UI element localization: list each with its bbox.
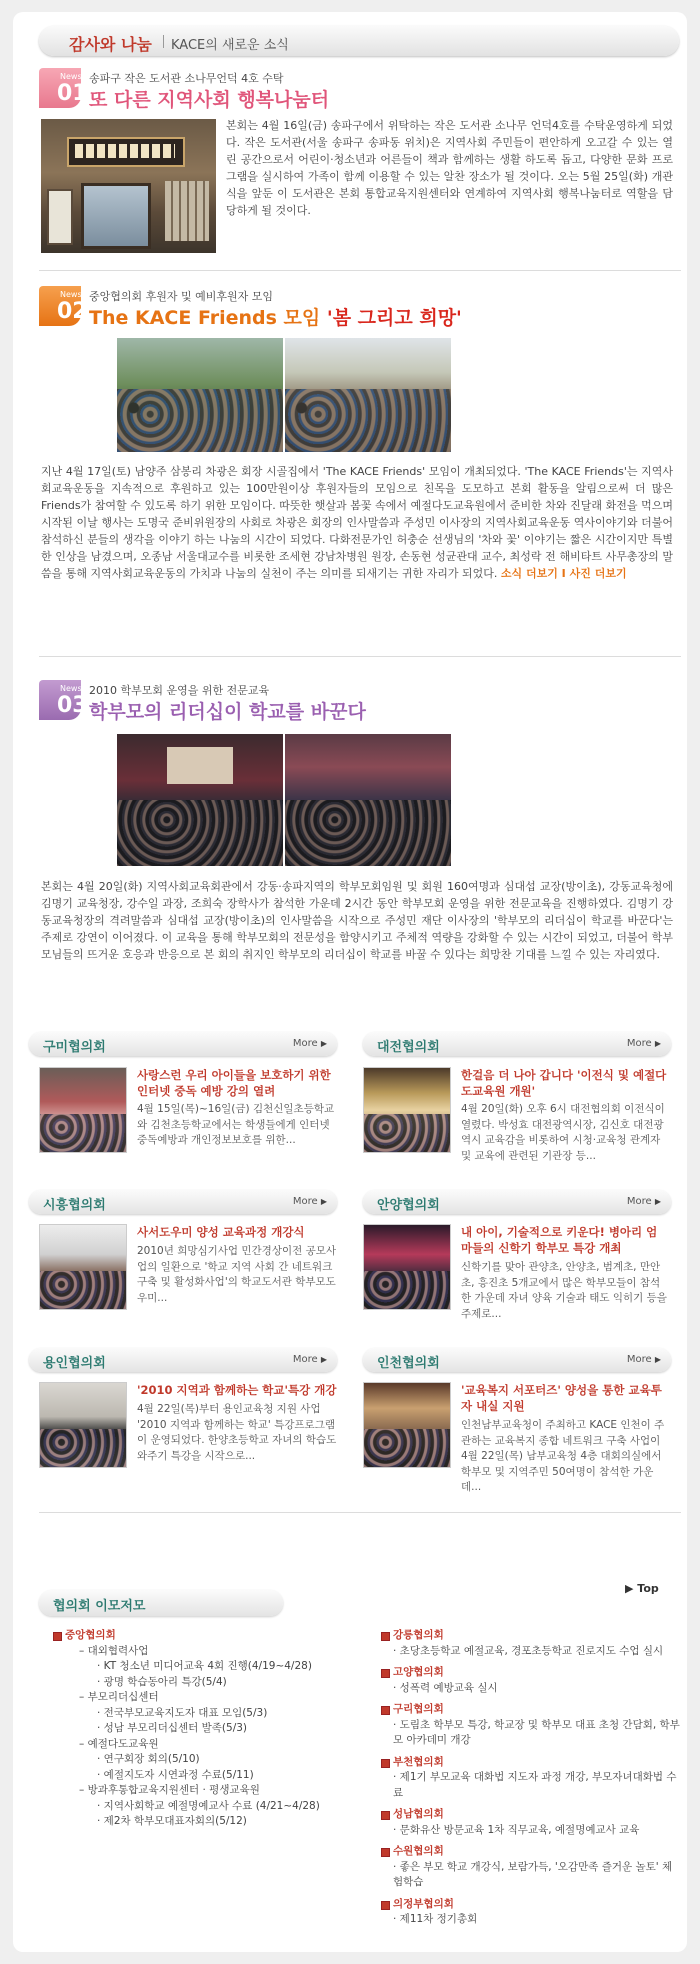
- council-headline[interactable]: 사서도우미 양성 교육과정 개강식: [137, 1225, 305, 1239]
- news-kicker: 2010 학부모회 운영을 위한 전문교육: [89, 684, 270, 697]
- people: [40, 1114, 126, 1152]
- more-link[interactable]: [293, 1038, 327, 1049]
- library-door: [81, 183, 151, 249]
- council-headline[interactable]: '교육복지 서포터즈' 양성을 통한 교육투자 내실 지원: [461, 1383, 662, 1413]
- news-badge-01: [39, 68, 88, 108]
- council-summary: 신학기를 맞아 관양초, 안양초, 범계초, 만안초, 흥진초 5개교에서 많은 학부모들이 참석한 가운데 자녀 양육 기술과 태도 익히기 등을 주제로...: [461, 1261, 667, 1320]
- council-title: 시흥협의회: [43, 1198, 106, 1213]
- memo-council-name[interactable]: 중앙협의회: [53, 1628, 353, 1644]
- council-summary: 4월 22일(목)부터 용인교육청 지원 사업 '2010 지역과 함께하는 학교' 특강프로그램이 운영되었다. 한양초등학교 자녀의 학습도와주기 특강을 시작으로...: [137, 1403, 337, 1462]
- top-link[interactable]: ▶ Top: [625, 1582, 659, 1595]
- memo-item: – 대외협력사업: [79, 1644, 149, 1657]
- memo-item: · 예절지도자 시연과정 수료(5/11): [97, 1768, 254, 1781]
- people: [364, 1114, 450, 1152]
- triangle-right-icon: ▶: [320, 1355, 327, 1364]
- memo-item: · 광명 학습동아리 특강(5/4): [97, 1675, 227, 1688]
- memo-council-name[interactable]: 수원협의회: [381, 1844, 681, 1860]
- people: [364, 1271, 450, 1309]
- council-thumbnail[interactable]: [39, 1224, 127, 1310]
- memo-item: · 문화유산 방문교육 1차 직무교육, 예절명예교사 교육: [393, 1823, 640, 1836]
- council-header-siheung: [29, 1190, 337, 1214]
- people: [40, 1271, 126, 1309]
- memo-item: – 예절다도교육원: [79, 1737, 159, 1750]
- section-header: [39, 26, 679, 56]
- council-thumbnail[interactable]: [363, 1067, 451, 1153]
- story-more-link[interactable]: 소식 더보기: [500, 567, 558, 580]
- memo-item: – 방과후통합교육지원센터 · 평생교육원: [79, 1784, 260, 1796]
- council-title: 구미협의회: [43, 1040, 106, 1055]
- memo-council-name[interactable]: 고양협의회: [381, 1665, 681, 1681]
- more-link[interactable]: [293, 1196, 327, 1207]
- memo-council-name[interactable]: 성남협의회: [381, 1807, 681, 1823]
- council-header-incheon: [363, 1348, 671, 1372]
- memo-item: · 제2차 학부모대표자회의(5/12): [97, 1815, 247, 1827]
- section-divider: [39, 656, 681, 657]
- more-label: More: [626, 1038, 652, 1049]
- news-body-text: 지난 4월 17일(토) 남양주 삼봉리 차광은 회장 시골집에서 'The KACE Friends' 모임이 개최되었다. 'The KACE Friends'는 지역사회교육운동을 지속적으로 후원하고 있는 100만원이상 후원자들의 모임으로 친목을 도모하고 본회 활동을 알림으로써 더 많은 Friends가 참여할 수 있도록 하기 위한 모임이다. 따뜻한 햇살과 봄꽃 속에서 예절다도교육원에서 준비한 차와 진달래 화전을 먹으며 시작된 이날 행사는 도명국 준비위원장의 사회로 차광은 회장의 인사말씀과 주성민 이사장의 지역사회교육운동 역사이야기와 더불어 참석하신 분들의 생각을 이야기 하는 나눔의 시간이 되었다. 다화전문가인 허충순 선생님의 '차와 꽃' 이야기는 짧은 시간이지만 특별한 인상을 남겼으며, 오종남 서울대교수를 비롯한 조세현 강남차병원 원장, 손동현 성균관대 교수, 최성락 전 해비타트 사무총장의 말씀을 통해 지역사회교육운동의 가치과 나눔의 실천이 주는 의미를 되새기는 귀한 자리가 되었다.: [41, 465, 673, 580]
- council-headline[interactable]: 내 아이, 기술적으로 키운다! 병아리 엄마들의 신학기 학부모 특강 개최: [461, 1225, 658, 1255]
- more-label: More: [292, 1354, 318, 1365]
- more-label: More: [626, 1196, 652, 1207]
- news-body: 본회는 4월 20일(화) 지역사회교육회관에서 강동·송파지역의 학부모회임원 및 회원 160여명과 심대섭 교장(방이초), 강동교육청에 김명기 교육청장, 강수일 과장, 조희숙 장학사가 참석한 가운데 2시간 동안 학부모회 운영을 위한 전문교육을 진행하였다. 김명기 강동교육청장의 격려말씀과 심대섭 교장(방이초)의 인사말씀을 시작으로 주성민 재단 이사장의 '학부모의 리더십이 학교를 바꾼다'는 주제로 강연이 이어졌다. 이 교육을 통해 학부모회의 전문성을 함양시키고 주체적 역량을 강화할 수 있는 시간이 되었고, 더불어 학부모님들의 뜨거운 호응과 반응으로 본 회의 취지인 학부모의 리더십이 학교를 바꿀 수 있다는 희망찬 기대를 느낄 수 있는 자리였다.: [41, 880, 673, 961]
- news-badge-word: News: [60, 72, 82, 81]
- council-thumbnail[interactable]: [363, 1382, 451, 1468]
- memo-item: · 성폭력 예방교육 실시: [393, 1681, 498, 1694]
- more-label: More: [292, 1196, 318, 1207]
- memo-item: · 성남 부모리더십센터 발족(5/3): [97, 1722, 248, 1734]
- memo-item: · 제11차 정기총회: [393, 1913, 478, 1925]
- council-summary: 인천남부교육청이 주최하고 KACE 인천이 주관하는 교육복지 종합 네트워크 구축 사업이 4월 22일(목) 남부교육청 4층 대회의실에서 학부모 및 지역주민 50여명이 참석한 가운데...: [461, 1419, 665, 1493]
- more-link[interactable]: [627, 1354, 661, 1365]
- memo-item: · 좋은 부모 학교 개강식, 보람가득, '오감만족 즐거운 놀토' 체험학습: [393, 1860, 673, 1888]
- council-title: 대전협의회: [377, 1040, 440, 1055]
- news-kicker: 중앙협의회 후원자 및 예비후원자 모임: [89, 290, 274, 303]
- news-headline-emphasis: '봄 그리고 희망': [326, 307, 462, 329]
- news-badge-03: [39, 680, 88, 720]
- crowd: [285, 389, 451, 452]
- more-label: More: [292, 1038, 318, 1049]
- triangle-right-icon: ▶: [320, 1197, 327, 1206]
- seminar-photo-2: [285, 734, 451, 866]
- more-label: More: [626, 1354, 652, 1365]
- memo-item: · 제1기 부모교육 대화법 지도자 과정 개강, 부모자녀대화법 수료: [393, 1771, 677, 1799]
- news-badge-02: [39, 286, 88, 326]
- memo-item: · 초당초등학교 예절교육, 경포초등학교 진로지도 수업 실시: [393, 1644, 664, 1657]
- news-badge-number: 03: [57, 693, 88, 718]
- photo-more-link[interactable]: 사진 더보기: [569, 567, 627, 580]
- triangle-right-icon: ▶: [654, 1355, 661, 1364]
- memo-item: · KT 청소년 미디어교육 4회 진행(4/19~4/28): [97, 1660, 312, 1672]
- council-thumbnail[interactable]: [39, 1067, 127, 1153]
- council-header-yongin: [29, 1348, 337, 1372]
- council-headline[interactable]: 사랑스런 우리 아이들을 보호하기 위한 인터넷 중독 예방 강의 열려: [137, 1068, 331, 1098]
- memo-council-name[interactable]: 강릉협의회: [381, 1628, 681, 1644]
- more-link[interactable]: [627, 1196, 661, 1207]
- news-kicker: 송파구 작은 도서관 소나무언덕 4호 수탁: [89, 72, 284, 85]
- triangle-right-icon: ▶: [654, 1197, 661, 1206]
- section-subtitle: KACE의 새로운 소식: [171, 38, 289, 53]
- memo-left-column: [53, 1628, 353, 1830]
- council-headline[interactable]: '2010 지역과 함께하는 학교'특강 개강: [137, 1383, 337, 1397]
- news-badge-word: News: [60, 684, 82, 693]
- news-badge-number: 02: [57, 299, 88, 324]
- link-separator: I: [557, 567, 570, 580]
- library-photo: [41, 119, 216, 253]
- news-badge-word: News: [60, 290, 82, 299]
- council-summary: 4월 15일(목)~16일(금) 김천신일초등학교와 김천초등학교에서는 학생들에게 인터넷 중독예방과 개인정보보호를 위한...: [137, 1103, 335, 1146]
- more-link[interactable]: [293, 1354, 327, 1365]
- council-summary: 4월 20일(화) 오후 6시 대전협의회 이전식이 열렸다. 박성효 대전광역시장, 김신호 대전광역시 교육감을 비롯하여 시청·교육청 관계자 및 교육에 관련된 기관장 등...: [461, 1103, 665, 1162]
- header-divider: [163, 35, 164, 48]
- memo-title: 협의회 이모저모: [53, 1599, 146, 1614]
- news-headline[interactable]: 또 다른 지역사회 행복나눔터: [89, 89, 330, 111]
- council-title: 용인협의회: [43, 1356, 106, 1371]
- seminar-photo-1: [117, 734, 283, 866]
- memo-council-name[interactable]: 의정부협의회: [381, 1897, 681, 1913]
- library-window: [47, 189, 73, 245]
- council-header-daejeon: [363, 1032, 671, 1056]
- newsletter-page: [13, 12, 687, 1952]
- news-body: 본회는 4월 16일(금) 송파구에서 위탁하는 작은 도서관 소나무 언덕4호를 수탁운영하게 되었다. 작은 도서관(서울 송파구 송파동 위치)은 지역사회 주민들이 편안하게 오고갈 수 있는 열린 공간으로서 어린이·청소년과 어른들이 책과 함께하는 생활 하도록 돕고, 다양한 문화 프로그램을 실시하여 가족이 함께 이용할 수 있는 알찬 장소가 될 것이다. 오는 5월 25일(화) 개관식을 앞둔 이 도서관은 본회 통합교육지원센터와 연계하여 지역사회 행복나눔터로 역할을 담당하게 될 것이다.: [226, 119, 673, 217]
- news-headline-main: The KACE Friends 모임: [89, 307, 327, 329]
- memo-header: [39, 1590, 283, 1616]
- council-title: 인천협의회: [377, 1356, 440, 1371]
- council-header-gumi: [29, 1032, 337, 1056]
- friends-group-photo-2: [285, 338, 451, 452]
- library-sign-lettering: [75, 144, 175, 158]
- people: [364, 1429, 450, 1467]
- memo-right-column: [381, 1628, 681, 1928]
- memo-council-name[interactable]: 구리협의회: [381, 1702, 681, 1718]
- council-thumbnail[interactable]: [39, 1382, 127, 1468]
- section-divider: [39, 1512, 681, 1513]
- news-headline[interactable]: 학부모의 리더십이 학교를 바꾼다: [89, 701, 366, 723]
- people: [40, 1429, 126, 1467]
- council-headline[interactable]: 한걸음 더 나아 갑니다 '이전식 및 예절다도교육원 개원': [461, 1068, 667, 1098]
- news-body: [41, 463, 673, 582]
- triangle-right-icon: ▶: [320, 1039, 327, 1048]
- crowd: [117, 389, 283, 452]
- audience: [117, 800, 283, 866]
- library-shelves: [165, 181, 209, 241]
- memo-council-name[interactable]: 부천협의회: [381, 1755, 681, 1771]
- council-thumbnail[interactable]: [363, 1224, 451, 1310]
- section-title: 감사와 나눔: [69, 35, 152, 54]
- news-headline[interactable]: [89, 303, 462, 330]
- memo-item: · 연구회장 회의(5/10): [97, 1753, 200, 1765]
- council-header-anyang: [363, 1190, 671, 1214]
- audience: [285, 800, 451, 866]
- memo-item: – 부모리더십센터: [79, 1691, 159, 1703]
- stage: [167, 747, 233, 784]
- council-summary: 2010년 희망심기사업 민간경상이전 공모사업의 일환으로 '학교 지역 사회 간 네트워크 구축 및 활성화사업'의 학교도서관 학부모도우미...: [137, 1245, 337, 1304]
- memo-item: · 전국부모교육지도자 대표 모임(5/3): [97, 1706, 268, 1719]
- news-badge-number: 01: [57, 81, 88, 106]
- section-divider: [39, 270, 681, 271]
- memo-item: · 지역사회학교 예절명예교사 수료 (4/21~4/28): [97, 1799, 320, 1812]
- council-title: 안양협의회: [377, 1198, 440, 1213]
- more-link[interactable]: [627, 1038, 661, 1049]
- friends-group-photo-1: [117, 338, 283, 452]
- memo-item: · 도림초 학부모 특강, 학교장 및 학부모 대표 초청 간담회, 학부모 아카데미 개강: [393, 1718, 680, 1746]
- triangle-right-icon: ▶: [654, 1039, 661, 1048]
